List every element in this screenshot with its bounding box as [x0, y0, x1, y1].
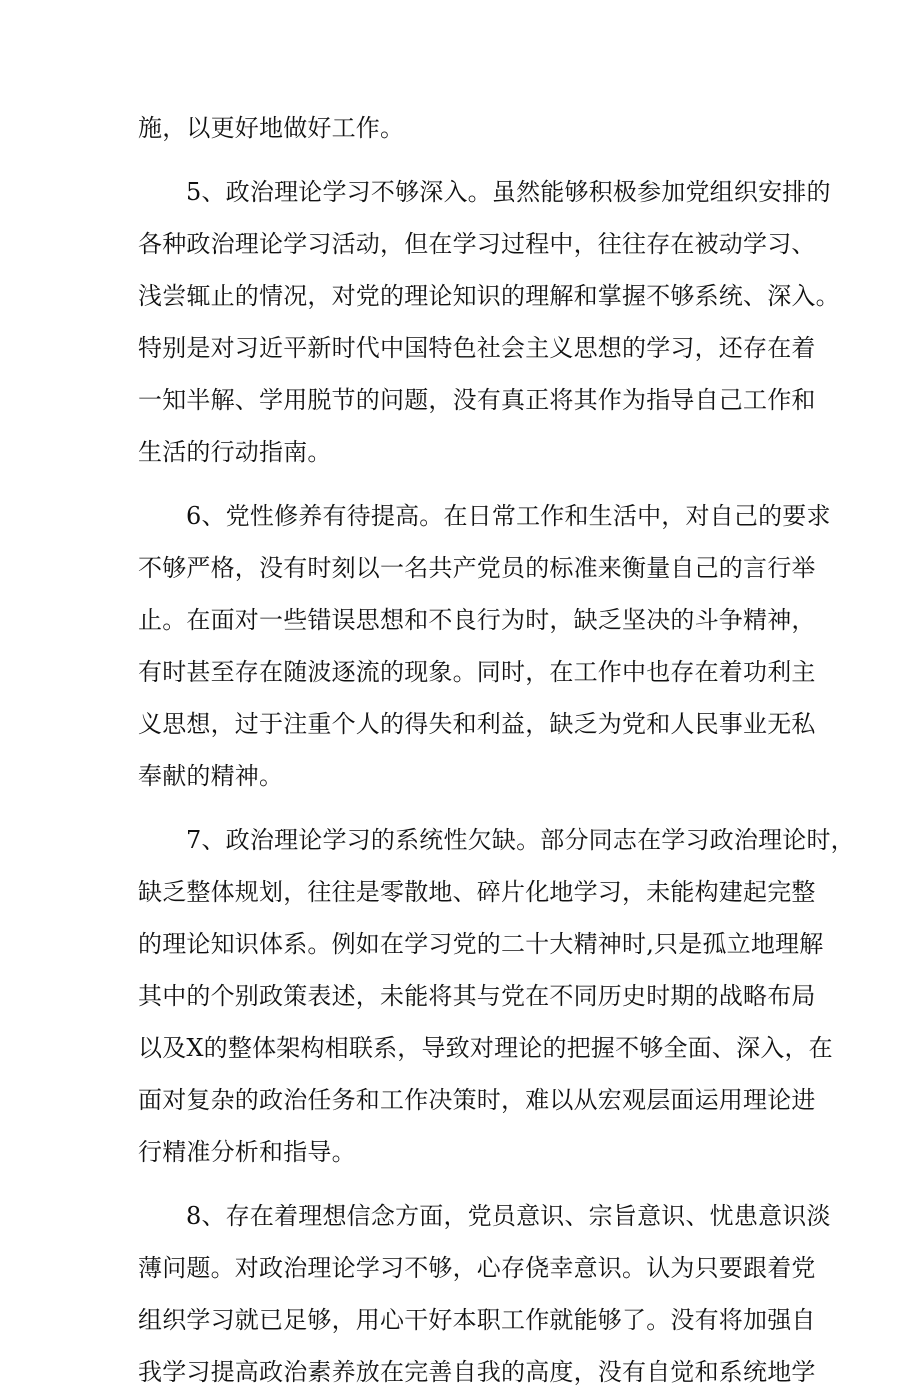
paragraph-7-line: 缺乏整体规划，往往是零散地、碎片化地学习，未能构建起完整 — [138, 878, 816, 906]
paragraph-7-line: 7、政治理论学习的系统性欠缺。部分同志在学习政治理论时， — [186, 826, 855, 854]
text-line: 施，以更好地做好工作。 — [138, 114, 405, 142]
paragraph-8-line: 我学习提高政治素养放在完善自我的高度，没有自觉和系统地学 — [138, 1358, 816, 1386]
paragraph-8-line: 组织学习就已足够，用心干好本职工作就能够了。没有将加强自 — [138, 1306, 816, 1334]
paragraph-7-line: 以及X的整体架构相联系，导致对理论的把握不够全面、深入，在 — [138, 1034, 833, 1062]
paragraph-6-line: 有时甚至存在随波逐流的现象。同时，在工作中也存在着功利主 — [138, 658, 816, 686]
paragraph-5-line: 各种政治理论学习活动，但在学习过程中，往往存在被动学习、 — [138, 230, 816, 258]
paragraph-6-line: 奉献的精神。 — [138, 762, 284, 790]
paragraph-7-line: 行精准分析和指导。 — [138, 1138, 356, 1166]
paragraph-7-line: 的理论知识体系。例如在学习党的二十大精神时,只是孤立地理解 — [138, 930, 824, 958]
paragraph-5-line: 5、政治理论学习不够深入。虽然能够积极参加党组织安排的 — [186, 178, 831, 206]
paragraph-6-line: 6、党性修养有待提高。在日常工作和生活中，对自己的要求 — [186, 502, 831, 530]
paragraph-6-line: 义思想，过于注重个人的得失和利益，缺乏为党和人民事业无私 — [138, 710, 816, 738]
document-body — [138, 102, 855, 1398]
paragraph-5-line: 一知半解、学用脱节的问题，没有真正将其作为指导自己工作和 — [138, 386, 816, 414]
paragraph-5-line: 生活的行动指南。 — [138, 438, 332, 466]
paragraph-8-line: 8、存在着理想信念方面，党员意识、宗旨意识、忧患意识淡 — [186, 1202, 831, 1230]
paragraph-7-line: 面对复杂的政治任务和工作决策时，难以从宏观层面运用理论进 — [138, 1086, 816, 1114]
paragraph-8-line: 薄问题。对政治理论学习不够，心存侥幸意识。认为只要跟着党 — [138, 1254, 816, 1282]
paragraph-6-line: 止。在面对一些错误思想和不良行为时，缺乏坚决的斗争精神， — [138, 606, 816, 634]
paragraph-6-line: 不够严格，没有时刻以一名共产党员的标准来衡量自己的言行举 — [138, 554, 816, 582]
paragraph-5-line: 特别是对习近平新时代中国特色社会主义思想的学习，还存在着 — [138, 334, 816, 362]
paragraph-5-line: 浅尝辄止的情况，对党的理论知识的理解和掌握不够系统、深入。 — [138, 282, 840, 310]
paragraph-7-line: 其中的个别政策表述，未能将其与党在不同历史时期的战略布局 — [138, 982, 816, 1010]
